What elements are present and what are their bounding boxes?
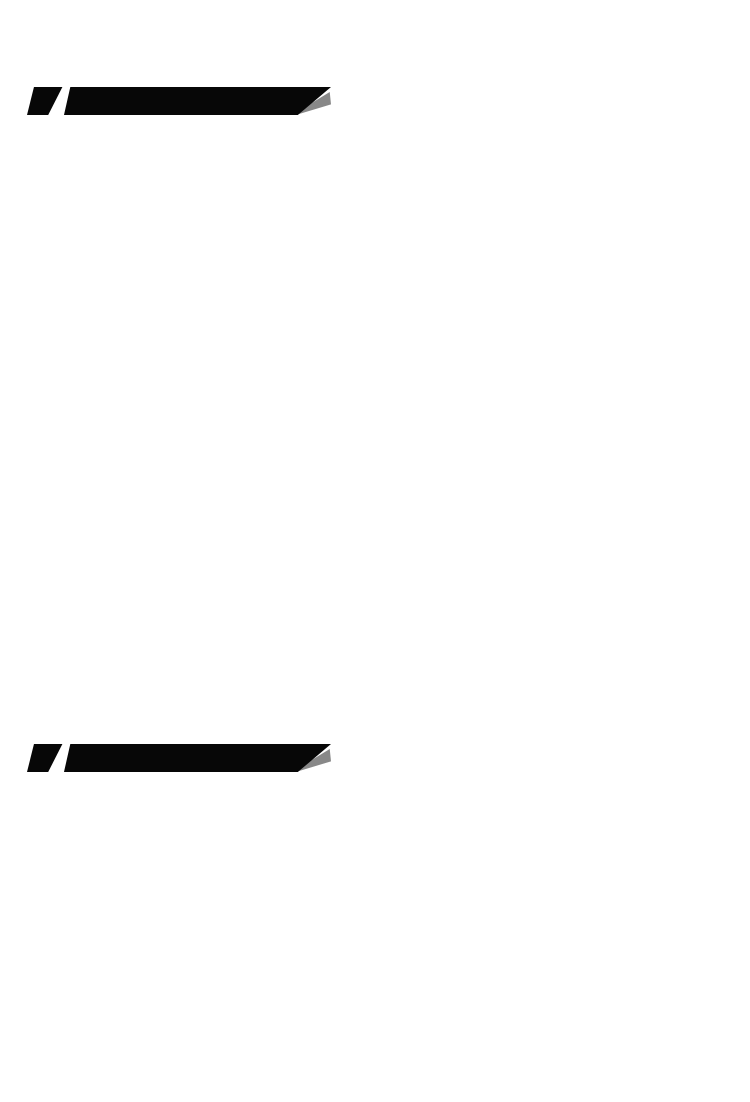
cad-sheet-kitchen-plan [494,860,745,1088]
house-plan-banner [15,87,331,115]
house-plan-sheet [9,183,741,724]
cad-sheet-elevation-b [20,856,251,1090]
intro-block [18,10,90,29]
intro-line2 [18,10,90,29]
cad-drawing-banner [15,744,331,772]
cad-sheet-elevation-a [257,858,489,1090]
